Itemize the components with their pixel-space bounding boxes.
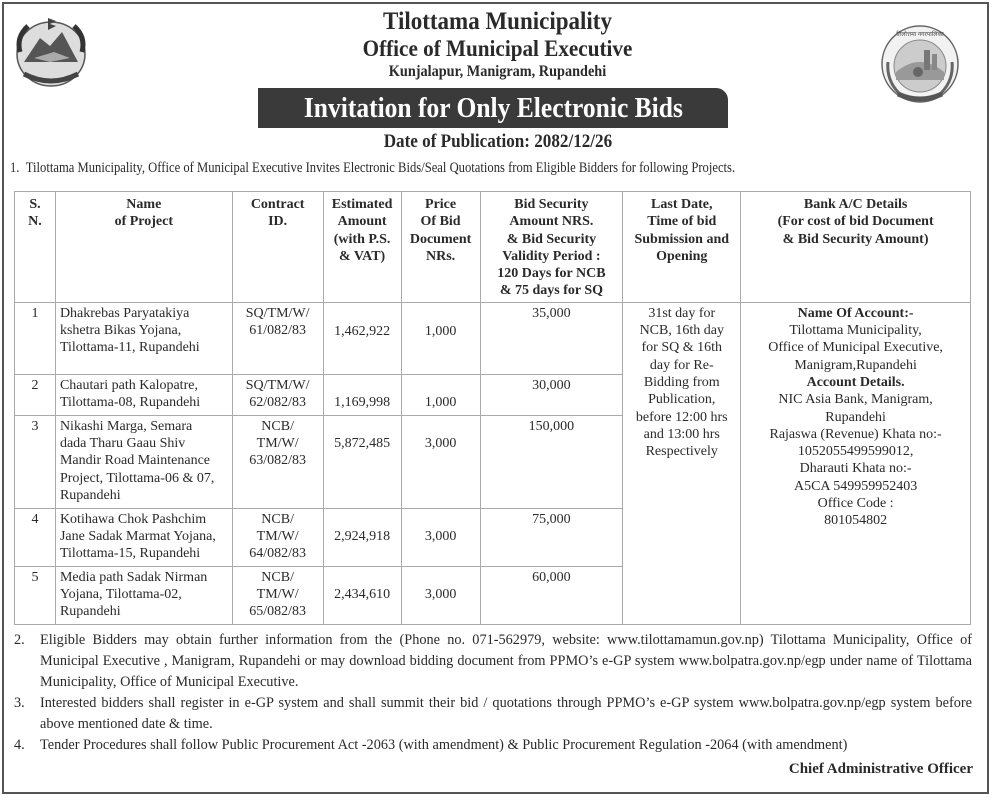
row-sn: 2 bbox=[15, 374, 56, 415]
header-price: Price Of Bid Document NRs. bbox=[401, 192, 480, 303]
row-contract-id: SQ/TM/W/ 61/082/83 bbox=[232, 302, 323, 374]
row-project-name: Chautari path Kalopatre, Tilottama-08, Rupandehi bbox=[55, 374, 232, 415]
row-security: 150,000 bbox=[480, 415, 623, 508]
publication-date bbox=[0, 131, 995, 153]
row-project-name: Dhakrebas Paryatakiya kshetra Bikas Yojana, Tilottama-11, Rupandehi bbox=[55, 302, 232, 374]
row-price: 1,000 bbox=[401, 302, 480, 374]
row-project-name: Kotihawa Chok Pashchim Jane Sadak Marmat Yojana, Tilottama-15, Rupandehi bbox=[55, 508, 232, 566]
note-number: 2. bbox=[14, 632, 25, 648]
row-security: 35,000 bbox=[480, 302, 623, 374]
row-estimate: 2,434,610 bbox=[323, 566, 401, 624]
row-estimate: 2,924,918 bbox=[323, 508, 401, 566]
svg-text:तिलोत्तमा नगरपालिका: तिलोत्तमा नगरपालिका bbox=[896, 32, 944, 38]
note-text: Eligible Bidders may obtain further information from the (Phone no. 071-562979, website: www.tilottamamun.gov.np) Tilottama Municipality, Office of Municipal Executive , Manigram, Rupandehi or may download bidding document from PPMO’s e-GP system www.bolpatra.gov.np/egp under name of Tilottama Municipality, Office of Municipal Executive. bbox=[40, 632, 972, 690]
banner-title: Invitation for Only Electronic Bids bbox=[303, 92, 683, 124]
row-security: 75,000 bbox=[480, 508, 623, 566]
note-text: Tender Procedures shall follow Public Procurement Act -2063 (with amendment) & Public Procurement Regulation -2064 (with amendment) bbox=[40, 737, 848, 753]
intro-paragraph bbox=[10, 160, 843, 177]
header-estimate: Estimated Amount (with P.S. & VAT) bbox=[323, 192, 401, 303]
note-text: Interested bidders shall register in e-GP system and shall summit their bid / quotations through PPMO’s e-GP system www.bolpatra.gov.np/egp system before above mentioned date & time. bbox=[40, 695, 972, 732]
header-lastdate: Last Date, Time of bid Submission and Opening bbox=[623, 192, 741, 303]
row-contract-id: NCB/ TM/W/ 63/082/83 bbox=[232, 415, 323, 508]
row-sn: 1 bbox=[15, 302, 56, 374]
account-details-label: Account Details. bbox=[806, 374, 905, 390]
bank-details-cell: Name Of Account:- Tilottama Municipality, Office of Municipal Executive, Manigram,Rupandehi Account Details. NIC Asia Bank, Manigram, Rupandehi Rajaswa (Revenue) Khata no:- 1052055499599012, Dharauti Khata no:- A5CA 549959952403 Office Code : 801054802 bbox=[741, 302, 971, 624]
notes-list bbox=[14, 630, 972, 756]
row-estimate: 1,462,922 bbox=[323, 302, 401, 374]
header-security: Bid Security Amount NRS. & Bid Security Validity Period : 120 Days for NCB & 75 days for SQ bbox=[480, 192, 623, 303]
row-sn: 3 bbox=[15, 415, 56, 508]
office-address: Kunjalapur, Manigram, Rupandehi bbox=[388, 63, 607, 80]
header-contract: Contract ID. bbox=[232, 192, 323, 303]
table-header-row bbox=[15, 192, 971, 303]
row-security: 60,000 bbox=[480, 566, 623, 624]
intro-number: 1. bbox=[10, 160, 20, 176]
row-estimate: 1,169,998 bbox=[323, 374, 401, 415]
row-sn: 5 bbox=[15, 566, 56, 624]
row-estimate: 5,872,485 bbox=[323, 415, 401, 508]
note-number: 4. bbox=[14, 737, 25, 753]
signature-title: Chief Administrative Officer bbox=[788, 761, 973, 777]
row-security: 30,000 bbox=[480, 374, 623, 415]
row-contract-id: NCB/ TM/W/ 64/082/83 bbox=[232, 508, 323, 566]
header-name: Name of Project bbox=[55, 192, 232, 303]
account-name-label: Name Of Account:- bbox=[797, 305, 914, 321]
note-item bbox=[14, 630, 972, 693]
notice-banner bbox=[258, 88, 728, 128]
note-item bbox=[14, 735, 972, 756]
row-project-name: Nikashi Marga, Semara dada Tharu Gaau Shiv Mandir Road Maintenance Project, Tilottama-06 & 07, Rupandehi bbox=[55, 415, 232, 508]
intro-text: Tilottama Municipality, Office of Municipal Executive Invites Electronic Bids/Seal Quotations from Eligible Bidders for following Projects. bbox=[25, 160, 736, 176]
row-contract-id: SQ/TM/W/ 62/082/83 bbox=[232, 374, 323, 415]
municipality-title: Tilottama Municipality bbox=[383, 8, 612, 35]
row-sn: 4 bbox=[15, 508, 56, 566]
note-item bbox=[14, 693, 972, 735]
last-date-cell: 31st day for NCB, 16th day for SQ & 16th day for Re- Bidding from Publication, before 12:00 hrs and 13:00 hrs Respectively bbox=[623, 302, 741, 624]
header-sn: S. N. bbox=[15, 192, 56, 303]
row-price: 3,000 bbox=[401, 508, 480, 566]
header-bank: Bank A/C Details (For cost of bid Document & Bid Security Amount) bbox=[741, 192, 971, 303]
row-price: 3,000 bbox=[401, 566, 480, 624]
row-price: 3,000 bbox=[401, 415, 480, 508]
row-price: 1,000 bbox=[401, 374, 480, 415]
note-number: 3. bbox=[14, 695, 25, 711]
table-row bbox=[15, 302, 971, 374]
office-title: Office of Municipal Executive bbox=[362, 36, 633, 61]
publication-date-text: Date of Publication: 2082/12/26 bbox=[383, 131, 612, 152]
row-project-name: Media path Sadak Nirman Yojana, Tilottama-02, Rupandehi bbox=[55, 566, 232, 624]
bids-table bbox=[14, 191, 971, 625]
row-contract-id: NCB/ TM/W/ 65/082/83 bbox=[232, 566, 323, 624]
